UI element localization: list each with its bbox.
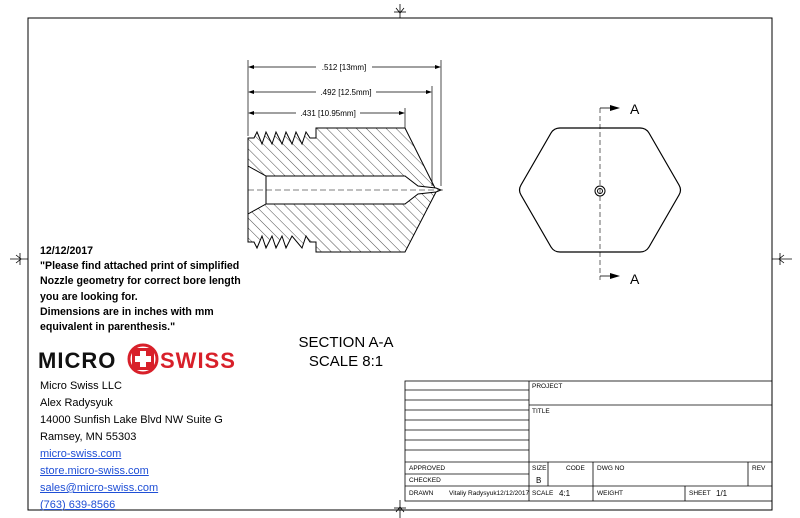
dim-middle: .492 [12.5mm] (320, 88, 372, 97)
scale-value: 4:1 (559, 489, 571, 498)
section-label-line1: SECTION A-A (298, 334, 394, 351)
logo-text-right: SWISS (160, 348, 236, 373)
section-label (286, 333, 406, 371)
note-line: equivalent in parenthesis." (40, 321, 176, 334)
title-label: TITLE (532, 408, 550, 415)
size-value: B (536, 476, 542, 485)
phone-link[interactable]: (763) 639-8566 (40, 499, 116, 511)
dim-inner: .431 [10.95mm] (300, 109, 356, 118)
address-line-2: Ramsey, MN 55303 (40, 431, 137, 443)
website-link[interactable]: micro-swiss.com (40, 448, 122, 460)
micro-swiss-logo (36, 342, 236, 376)
checked-label: CHECKED (409, 477, 441, 484)
hex-end-view (520, 105, 681, 280)
drawn-value: Vitaliy Radysyuk12/12/2017 (449, 490, 530, 497)
approved-label: APPROVED (409, 465, 446, 472)
sheet-value: 1/1 (716, 489, 728, 498)
sheet-label: SHEET (689, 490, 711, 497)
address-line-1: 14000 Sunfish Lake Blvd NW Suite G (40, 414, 223, 426)
contact-block (40, 378, 223, 514)
note-line: Dimensions are in inches with mm (40, 305, 214, 318)
weight-label: WEIGHT (597, 490, 623, 497)
scale-label: SCALE (532, 490, 554, 497)
project-label: PROJECT (532, 383, 563, 390)
code-label: CODE (566, 465, 585, 472)
title-block-grid (405, 381, 772, 501)
drawn-label: DRAWN (409, 490, 434, 497)
logo-text-left: MICRO (38, 348, 117, 373)
note-line: Nozzle geometry for correct bore length (40, 275, 241, 288)
dim-overall: .512 [13mm] (321, 63, 367, 72)
section-mark-top: A (630, 101, 640, 117)
contact-name: Alex Radysyuk (40, 397, 113, 409)
note-line: "Please find attached print of simplified (40, 260, 240, 273)
company-name: Micro Swiss LLC (40, 380, 122, 392)
email-link[interactable]: sales@micro-swiss.com (40, 482, 159, 494)
store-link[interactable]: store.micro-swiss.com (40, 465, 149, 477)
swiss-cross-icon (129, 345, 157, 373)
section-mark-bottom: A (630, 271, 640, 287)
size-label: SIZE (532, 465, 547, 472)
drawing-note (40, 244, 250, 335)
nozzle-section-view (248, 128, 445, 252)
section-label-line2: SCALE 8:1 (308, 353, 384, 370)
dwg-no-label: DWG NO (597, 465, 625, 472)
rev-label: REV (752, 465, 766, 472)
note-line: you are looking for. (40, 290, 138, 303)
note-date: 12/12/2017 (40, 245, 94, 257)
